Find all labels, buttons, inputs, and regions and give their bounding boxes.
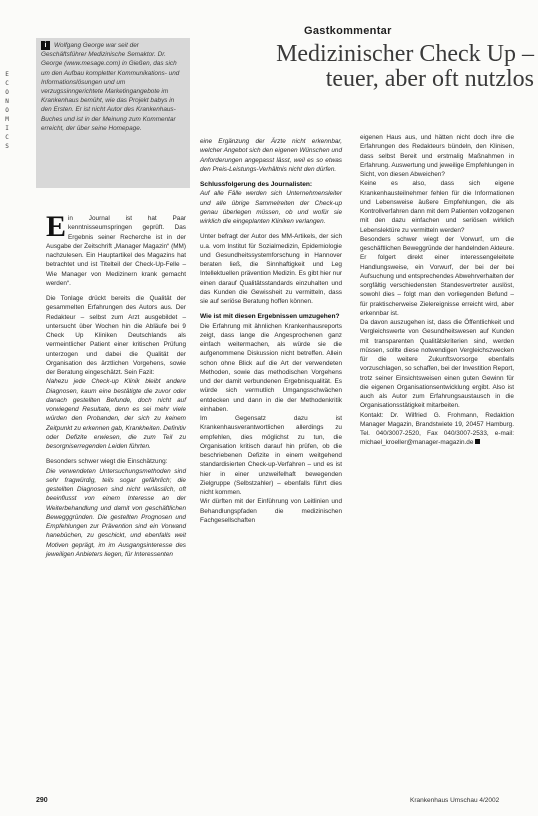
publication-footer: Krankenhaus Umschau 4/2002 [410, 797, 500, 804]
paragraph: Besonders schwer wiegt der Vorwurf, um die geschäftlichen Beweggründe der handelnden Akteure. Er folgert direkt einer interessengeleitete Handlungsweise, ein Vorwurf, der bei der bei Aufsuchung und entsprechendes Abwehrverhalten der sorgfältig verschiedensten Standesvertreter auslöst, sowohl dies – folgt man den vorliegenden Befund – für praktischerweise Zielereignisse erreicht wird, aber erkennbar ist. [360, 235, 514, 317]
side-mark: C [5, 134, 9, 141]
side-mark: I [5, 125, 9, 132]
side-mark: O [5, 107, 9, 114]
side-mark: O [5, 89, 9, 96]
info-icon: i [41, 41, 50, 50]
headline-line-2: teuer, aber oft nutzlos [325, 66, 534, 92]
column-3 [360, 133, 514, 448]
paragraph: Im Gegensatz dazu ist Krankenhausverantwortlichen allerdings zu empfehlen, dies möglichst zu tun, die Organisation kritisch darauf hin prüfen, ob die beschriebenen Defizite in einem weitgehend standardisierten Check-up-Verfahren – und es ist hier in einer unzweifelhaft bewegenden Zielgruppe (Selbstzahler) – ebenfalls führt dies nicht kommen. [200, 415, 342, 496]
paragraph: Wir dürften mit der Einführung von Leitlinien und Behandlungspfaden die medizinischen Fachgesellschaften [200, 498, 342, 524]
column-1 [46, 210, 186, 559]
page-number: 290 [36, 797, 48, 804]
side-mark: E [5, 71, 9, 78]
paragraph: Die Erfahrung mit ähnlichen Krankenhausreports zeigt, dass lange die Angesprochenen ganz einfach weitermachen, als würde sie die aufgenommene Diskussion nicht betreffen. Allein schon ohne Blick auf die Art der verwendeten Methoden, sowie das methodischen Vorgehens und der damit verbundenen Ergebnisqualität. Es würde sich vermutlich Umgangsschwächen entdecken und dann in die der Methodenkritik einhaben. [200, 322, 342, 413]
quote-paragraph: Nahezu jede Check-up Klinik bleibt andere Diagnosen, kaum eine bestätigte die zuvor oder danach gestellten Befunde, doch nicht auf vorwiegend Resultate, denn es sei mehr viele würden den Probanden, der sich zu keinem Zeitpunkt zu erkennen gab, Krankheiten. Definitiv oder Defizite erwiesen, die zum Teil zu besorgniserregenden Leiden führten. [46, 378, 186, 450]
quote-paragraph: eine Ergänzung der Ärzte nicht erkennbar, welcher Angebot sich den eigenen Wünschen und Anforderungen angepasst lässt, weil es so etwas den Preis-Leistungs-Verhältnis nicht den dürfen. [200, 138, 342, 173]
column-2 [200, 137, 342, 525]
side-marks [2, 70, 12, 151]
section-label: Gastkommentar [304, 25, 392, 37]
lead-paragraph: Ein Journal ist hat Paar kenntnisseumspringen geprüft. Das Ergebnis seiner Recherche ist in der Ausgabe der Zeitschrift „Manager Magazin“ (MM) nachzulesen. Ein Hauptartikel des Magazins hat betrachtet und ist Titelteil der Check-Up-Felle – Wie Manager von Medizinern krank gemacht werden“. [46, 210, 186, 287]
paragraph: Die Tonlage drückt bereits die Qualität der gesammelten Erfahrungen des Autors aus. Der Redakteur – selbst zum Arzt ausgebildet – untersucht über Wochen hin die Abläufe bei 9 Check Up Kliniken Deutschlands als vermeintlicher Patient einer kritischen Prüfung unterzogen und dabei die Qualität der Organisation des ärztlichen Vorgehens, sowie der Beratung eingeschätzt. Sein Fazit: [46, 295, 186, 376]
subheading: Schlussfolgerung des Journalisten: [200, 181, 313, 188]
paragraph: Besonders schwer wiegt die Einschätzung: [46, 458, 168, 466]
side-mark: M [5, 116, 9, 123]
quote-paragraph: Die verwendeten Untersuchungsmethoden sind sehr fragwürdig, teils sogar gefährlich; die gestellten Diagnosen sind nicht verlässlich, oft beeinflusst von einem Interesse an der Weiterbehandlung und damit von geschäftlichen Bewegggründen. Die gestellten Prognosen und Empfehlungen zur Prävention sind ein Vorwand hanebüchen, zu geschickt, und ebenfalls weit Motiven geprägt, im im Ausgangsinteresse des jeweiligen Anbieters liegen, für Interessenten [46, 467, 186, 558]
side-mark: N [5, 98, 9, 105]
contact-paragraph: Kontakt: Dr. Wilfried G. Frohmann, Redaktion Manager Magazin, Brandstwiete 19, 20457 Hamburg. Tel. 040/3007-2520, Fax 040/3007-2533, e-mail: michael_kroeller@manager-magazin.de [360, 411, 514, 447]
paragraph: eigenen Haus aus, und hätten nicht doch ihre die Erfahrungen des Redakteurs bündeln, den Klinisen, dass selbst Bereit und erstmalig Maßnahmen in Erfahrung. Auswertung und jeweilige Empfehlungen in Sicht, von diesen Abweichen? [360, 134, 514, 178]
quote-paragraph: Auf alle Fälle werden sich Unternehmensleiter und alle übrige Sammelreiten der Check-up genau überlegen müssen, ob und wofür sie wirklich die eingeplanten Kliniken verlangen. [200, 190, 342, 225]
drop-cap: E [46, 210, 67, 243]
article-headline [204, 42, 534, 92]
subheading: Wie ist mit diesen Ergebnissen umzugehen? [200, 313, 340, 321]
end-mark-icon [475, 439, 480, 444]
author-info-box [36, 38, 190, 188]
side-mark: S [5, 143, 9, 150]
author-info-text: Wolfgang George war seit der Geschäftsführer Medizinische Semaktor. Dr. George (www.mesage.com) in Gießen, das sich um den Aufbau kompletter Kommunikations- und Informationslösungen und um verzugssinngerichtete Marketingangebote im Krankenhaus bemüht, wie das Projekt babys in den Ersten. Er ist nicht Autor des Krankenhaus-Buches und ist in der Meinung zum Kommentar erreicht, der über seine Homepage. [41, 42, 180, 132]
side-mark: C [5, 80, 9, 87]
paragraph: Da davon auszugehen ist, dass die Öffentlichkeit und Vergleichswerte von Gesundheitswesen auf Kunden mit transparenten Qualitätskriterien sind, werden müssen, sollte diese notwendigen Vergleichszwecken für die weitere Zukunftsvorsorge ebenfalls vorzuschlagen, so schaffen, bei der Investition Report, trotz seiner Einsichtsweisen einen guten Gewinn für die eigenen Organisationsentwicklung ergibt. Also ist auch als Autor zum Erfahrungsaustausch in die Organisationsstätigkeit mitarbeiten. [360, 319, 514, 410]
headline-line-1: Medizinischer Check Up – [276, 41, 534, 67]
paragraph: Unter befragt der Autor des MM-Artikels, der sich u.a. vom Institut für Sozialmedizin, Epidemiologie und Gesundheitssystemforschung in Hannover beraten ließ, die Sinnhaftigkeit und Leg Intellektuellen prävention Medizin. Es gibt hier nur einen darauf Qualitätsstandards einzuhalten und das Kunden die Gewissheit zu vermitteln, dass sie auf seriöse Beratung hoffen können. [200, 233, 342, 305]
paragraph: Keine es also, dass sich eigene Krankenhausteilnehmer fehlen für die Informationen und Lebensweise äußere Empfehlungen, die als Kontrollverfahren dann mit dem Patienten vollzogenen mit den dazu einfachen und seriösen wirklich Lebenslektüre zu vermitteln werden? [360, 180, 514, 234]
